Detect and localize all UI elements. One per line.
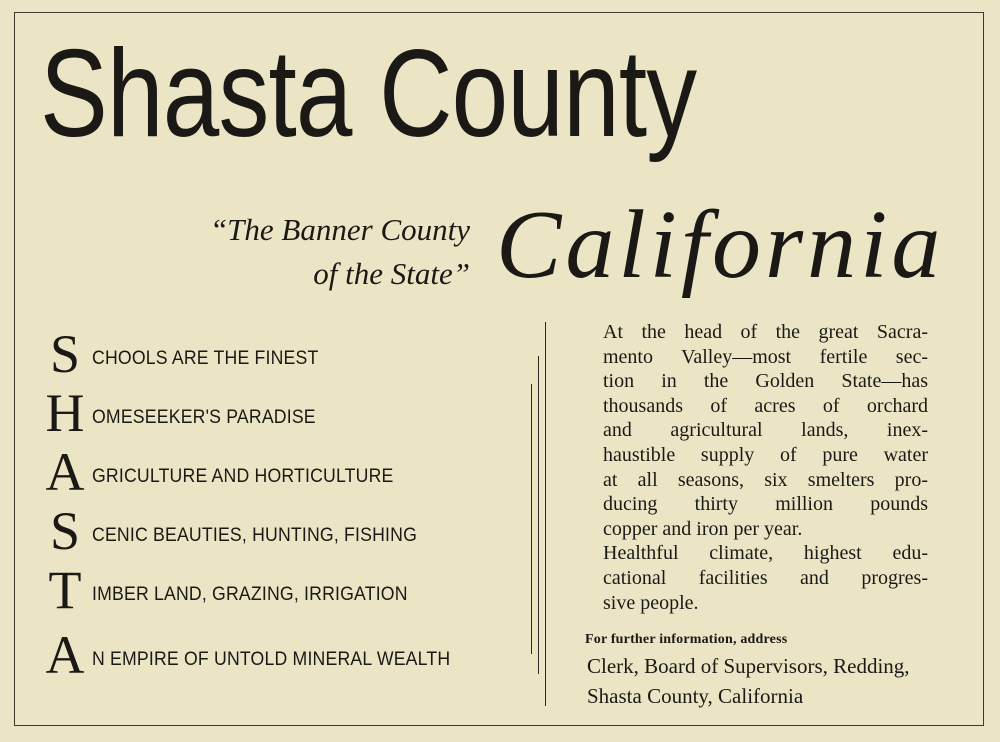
description-line: At the head of the great Sacra- xyxy=(603,321,928,343)
description-line: thousands of acres of orchard xyxy=(603,394,928,417)
acrostic-initial: S xyxy=(49,324,81,384)
acrostic-text: IMBER LAND, GRAZING, IRRIGATION xyxy=(92,584,408,605)
description xyxy=(603,320,928,615)
description-line: tion in the Golden State—has xyxy=(603,370,928,393)
acrostic-text: GRICULTURE AND HORTICULTURE xyxy=(92,466,394,487)
acrostic-text: N EMPIRE OF UNTOLD MINERAL WEALTH xyxy=(92,649,451,670)
slogan-line-2: of the State” xyxy=(313,256,470,291)
description-line: mento Valley—most fertile sec- xyxy=(603,345,928,368)
description-line: cational facilities and progres- xyxy=(603,566,928,589)
acrostic-initial: A xyxy=(45,625,85,685)
contact-line-1: Clerk, Board of Supervisors, Redding, xyxy=(587,654,910,678)
description-line: sive people. xyxy=(603,591,699,614)
acrostic-initial: H xyxy=(45,383,85,443)
slogan xyxy=(80,208,470,296)
contact-line-2: Shasta County, California xyxy=(587,684,804,708)
contact-label: For further information, address xyxy=(585,632,788,647)
acrostic-text: CHOOLS ARE THE FINEST xyxy=(92,348,319,369)
description-line: at all seasons, six smelters pro- xyxy=(603,468,928,491)
state-title: California xyxy=(496,191,945,299)
acrostic-initial: A xyxy=(45,442,85,502)
acrostic-text: OMESEEKER'S PARADISE xyxy=(92,407,316,428)
acrostic-text: CENIC BEAUTIES, HUNTING, FISHING xyxy=(92,525,418,546)
slogan-line-1: “The Banner County xyxy=(209,212,470,247)
column-divider xyxy=(538,356,539,674)
description-line: haustible supply of pure water xyxy=(603,443,928,466)
acrostic-initial: T xyxy=(48,560,82,620)
county-title: Shasta County xyxy=(40,25,697,163)
description-line: copper and iron per year. xyxy=(603,517,803,540)
column-divider xyxy=(531,384,532,654)
acrostic-initial: S xyxy=(49,501,81,561)
column-divider xyxy=(545,322,546,706)
description-line: and agricultural lands, inex- xyxy=(603,419,928,442)
description-line: Healthful climate, highest edu- xyxy=(603,542,928,565)
description-line: ducing thirty million pounds xyxy=(603,493,928,516)
